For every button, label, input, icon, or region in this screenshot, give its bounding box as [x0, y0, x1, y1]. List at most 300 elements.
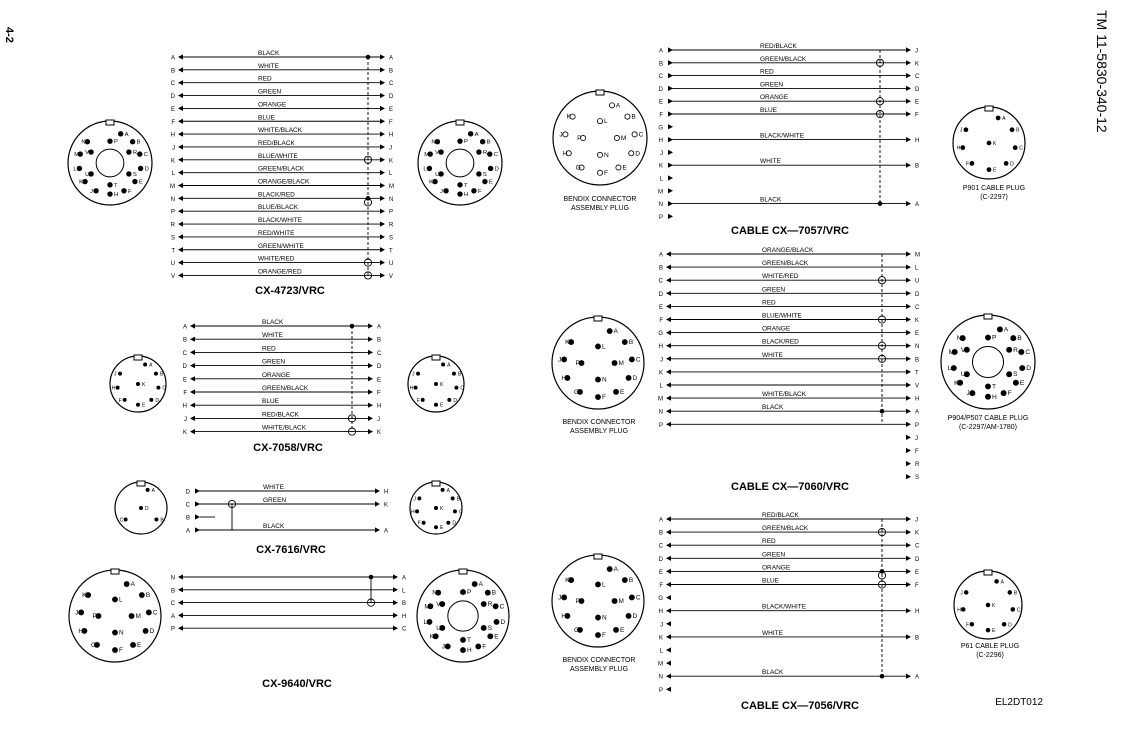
connector-pin-label: B — [159, 371, 164, 378]
connector-pin-label: D — [149, 627, 155, 635]
left-terminal-arrow — [666, 556, 671, 561]
connector-pin-label: L — [604, 118, 608, 126]
left-terminal-arrow — [666, 530, 671, 535]
wire-color-label: BLACK — [258, 50, 280, 57]
left-terminal-arrow — [666, 278, 671, 283]
connector-pin — [622, 340, 627, 345]
connector-pin-label: N — [604, 151, 609, 159]
connector-pin-label: E — [620, 626, 625, 634]
wire-color-label: BLACK/WHITE — [762, 603, 807, 611]
pin-label-right: U — [915, 278, 920, 285]
cable-cx7057 — [658, 43, 920, 237]
connector-pin-label: E — [620, 388, 625, 396]
p904-plug-caption — [948, 415, 1029, 431]
left-terminal-arrow — [178, 587, 183, 592]
connector-pin-label: H — [561, 612, 567, 620]
connector-face-cx9640-left — [69, 569, 161, 662]
pin-label-right: J — [915, 517, 918, 524]
connector-pin-label: A — [1003, 326, 1009, 334]
connector-pin — [453, 510, 456, 513]
connector-pin — [985, 384, 990, 389]
pin-label-right: D — [915, 86, 920, 93]
connector-pin-label: A — [613, 566, 618, 574]
connector-pin-label: R — [482, 150, 488, 157]
figure-code: EL2DT012 — [995, 697, 1043, 708]
pin-label-right: L — [402, 588, 406, 595]
pin-label-right: A — [915, 674, 920, 681]
connector-pin-label: E — [440, 525, 444, 532]
connector-pin-label: G — [90, 641, 96, 649]
pin-label-left: N — [658, 674, 663, 681]
svg-text:P904/P507 CABLE PLUG: P904/P507 CABLE PLUG — [947, 415, 1029, 422]
pin-label-left: T — [171, 248, 175, 255]
wire-color-label: GREEN/BLACK — [762, 525, 809, 533]
wire-color-label: GREEN — [762, 286, 786, 294]
left-terminal-arrow — [190, 389, 195, 394]
connector-keyway — [985, 106, 993, 111]
left-terminal-arrow — [178, 132, 183, 137]
connector-pin — [127, 150, 132, 155]
connector-keyway — [111, 569, 119, 574]
right-terminal-arrow — [380, 170, 385, 175]
connector-pin-label: N — [119, 629, 124, 637]
pin-label-left: B — [182, 337, 187, 344]
connector-pin-label: B — [1016, 127, 1020, 134]
connector-pin — [435, 139, 440, 144]
pin-label-right: C — [915, 74, 920, 81]
pin-label-left: E — [170, 106, 175, 113]
connector-pin-label: H — [111, 385, 116, 392]
pin-label-left: L — [659, 176, 663, 183]
right-terminal-arrow — [906, 674, 911, 679]
right-terminal-arrow — [393, 574, 398, 579]
pin-label-left: H — [170, 132, 175, 139]
pin-label-left: D — [658, 86, 663, 93]
connector-pin — [1013, 146, 1017, 150]
connector-pin-label: B — [486, 139, 491, 146]
connector-pin-label: B — [631, 113, 636, 121]
right-terminal-arrow — [393, 613, 398, 618]
connector-pin-label: E — [138, 179, 143, 186]
connector-pin-label: B — [628, 339, 634, 347]
pin-label-left: N — [170, 575, 175, 582]
connector-pin-label: D — [632, 374, 638, 382]
connector-pin — [138, 166, 143, 171]
pin-label-right: E — [915, 331, 920, 338]
pin-label-left: C — [182, 350, 187, 357]
connector-pin — [472, 581, 477, 586]
connector-pin — [632, 132, 637, 137]
connector-face-cx4723-right — [418, 120, 502, 205]
connector-pin-label: T — [467, 636, 471, 644]
pin-label-right: K — [915, 318, 920, 324]
pin-label-left: C — [185, 502, 190, 509]
pin-label-right: P — [915, 422, 920, 429]
wire-color-label: WHITE — [263, 484, 284, 491]
connector-pin-label: J — [440, 188, 443, 195]
connector-pin — [595, 615, 600, 620]
pin-label-right: B — [402, 601, 407, 608]
connector-pin — [609, 103, 614, 108]
pin-label-left: H — [658, 138, 663, 145]
connector-pin-label: S — [132, 171, 137, 178]
right-terminal-arrow — [906, 99, 911, 104]
pin-label-left: C — [658, 74, 663, 81]
left-terminal-arrow — [178, 626, 183, 631]
connector-pin — [970, 390, 975, 395]
connector-pin-label: C — [460, 385, 465, 392]
pin-label-left: D — [170, 94, 175, 101]
pin-label-right: E — [389, 106, 394, 113]
pin-label-right: A — [377, 324, 382, 331]
connector-pin-label: L — [423, 618, 428, 626]
pin-label-right: D — [377, 364, 382, 371]
left-terminal-arrow — [666, 265, 671, 270]
svg-text:(C-2297): (C-2297) — [980, 194, 1008, 201]
connector-pin-label: E — [142, 402, 146, 409]
pin-label-right: E — [915, 99, 920, 106]
connector-pin-label: F — [127, 188, 132, 195]
connector-pin-label: M — [948, 349, 955, 357]
wire-color-label: BLUE/WHITE — [762, 312, 802, 320]
connector-pin-label: F — [118, 397, 122, 404]
pin-label-left: K — [658, 370, 663, 377]
svg-text:ASSEMBLY PLUG: ASSEMBLY PLUG — [569, 428, 629, 435]
connector-pin-label: E — [494, 633, 499, 641]
connector-pin — [439, 150, 444, 155]
connector-pin-label: H — [78, 627, 84, 635]
connector-pin — [481, 625, 486, 630]
connector-pin — [612, 360, 617, 365]
right-terminal-arrow — [906, 343, 911, 348]
pin-label-right: C — [377, 350, 382, 357]
connector-pin-label: D — [632, 612, 638, 620]
page-number: 4-2 — [3, 27, 15, 43]
connector-pin-label: P — [992, 334, 997, 342]
connector-pin — [146, 488, 149, 491]
wire-color-label: BLACK/RED — [258, 191, 295, 199]
connector-pin-label: E — [992, 628, 996, 635]
connector-keyway — [134, 355, 142, 360]
connector-pin — [108, 192, 113, 197]
connector-pin — [127, 172, 132, 177]
connector-pin — [447, 521, 450, 524]
cable-title: CX-4723/VRC — [255, 285, 325, 297]
connector-pin-label: N — [431, 139, 436, 146]
connector-pin-label: J — [441, 643, 445, 651]
wire-color-label: RED/BLACK — [258, 139, 295, 147]
pin-label-right: D — [915, 291, 920, 298]
connector-pin-label: C — [1025, 349, 1031, 357]
wire-color-label: RED/BLACK — [760, 43, 797, 50]
right-terminal-arrow — [906, 60, 911, 65]
left-terminal-arrow — [190, 363, 195, 368]
connector-pin-label: S — [482, 171, 487, 178]
connector-pin-label: A — [446, 487, 450, 494]
connector-keyway — [984, 314, 992, 319]
pin-label-right: B — [389, 68, 394, 75]
connector-pin — [629, 357, 634, 362]
right-terminal-arrow — [380, 234, 385, 239]
wire-color-label: WHITE/RED — [258, 255, 295, 263]
connector-pin — [434, 506, 437, 509]
wire-color-label: GREEN — [262, 358, 286, 366]
pin-label-right: A — [915, 409, 920, 416]
connector-pin-label: J — [412, 371, 415, 378]
connector-pin-label: K — [565, 577, 570, 585]
connector-pin — [94, 188, 99, 193]
wire-color-label: BLACK — [760, 196, 782, 204]
connector-pin — [488, 634, 493, 639]
connector-pin — [970, 161, 974, 165]
pin-label-left: F — [659, 318, 663, 324]
connector-pin — [1010, 128, 1014, 132]
pin-label-left: K — [658, 635, 663, 642]
connector-pin — [488, 166, 493, 171]
left-terminal-arrow — [666, 304, 671, 309]
pin-label-right: L — [389, 171, 393, 178]
pin-label-left: D — [185, 489, 190, 496]
left-terminal-arrow — [178, 93, 183, 98]
pin-label-right: U — [389, 261, 394, 268]
wire-color-label: ORANGE/BLACK — [762, 247, 814, 254]
connector-pin — [418, 497, 421, 500]
right-terminal-arrow — [393, 600, 398, 605]
connector-pin — [477, 172, 482, 177]
connector-pin — [629, 595, 634, 600]
wire-color-label: GREEN — [762, 551, 786, 559]
pin-label-right: B — [915, 357, 920, 364]
pin-label-left: S — [170, 235, 175, 242]
connector-pin-label: C — [458, 509, 463, 516]
pin-label-right: P — [389, 209, 394, 216]
pin-label-left: A — [658, 48, 663, 55]
connector-pin — [483, 179, 488, 184]
connector-pin-label: C — [162, 385, 167, 392]
connector-pin — [985, 335, 990, 340]
connector-pin-label: D — [452, 520, 456, 527]
right-terminal-arrow — [375, 488, 380, 493]
pin-label-left: F — [659, 112, 663, 119]
connector-pin — [123, 398, 126, 401]
left-terminal-arrow — [666, 251, 671, 256]
pin-label-right: R — [389, 222, 394, 229]
wire-color-label: ORANGE — [762, 564, 791, 572]
right-terminal-arrow — [906, 422, 911, 427]
connector-pin — [136, 382, 139, 385]
wire-color-label: RED — [760, 68, 774, 76]
left-terminal-arrow — [666, 634, 671, 639]
wire-color-label: GREEN — [760, 81, 784, 89]
connector-pin-label: G — [573, 388, 579, 396]
cable-cx9640 — [171, 574, 407, 690]
pin-label-right: E — [915, 569, 920, 576]
left-terminal-arrow — [666, 582, 671, 587]
pin-label-left: D — [658, 291, 663, 298]
pin-label-right: H — [915, 138, 920, 145]
connector-pin — [137, 152, 142, 157]
connector-pin-label: K — [992, 603, 996, 609]
connector-pin — [448, 398, 451, 401]
pin-label-left: B — [170, 588, 175, 595]
pin-label-left: C — [658, 278, 663, 285]
connector-face-cx7616-right — [410, 481, 463, 534]
connector-pin-label: U — [85, 171, 90, 178]
connector-pin-label: E — [440, 402, 444, 409]
connector-pin — [433, 179, 438, 184]
pin-label-right: B — [915, 163, 920, 170]
right-terminal-arrow — [906, 530, 911, 535]
connector-pin-label: P — [577, 135, 582, 142]
pin-label-left: P — [658, 422, 663, 429]
connector-pin-label: F — [477, 188, 482, 195]
bendix-plug-caption-3 — [563, 657, 636, 673]
connector-pin — [112, 630, 117, 635]
right-terminal-arrow — [906, 278, 911, 283]
connector-pin-label: A — [149, 362, 153, 369]
connector-keyway — [594, 554, 602, 559]
connector-pin — [422, 521, 425, 524]
wire-color-label: WHITE/BLACK — [262, 424, 307, 432]
connector-pin-label: A — [1000, 579, 1004, 586]
svg-text:BENDIX CONNECTOR: BENDIX CONNECTOR — [562, 419, 636, 426]
connector-pin — [614, 135, 619, 140]
connector-pin-label: L — [73, 166, 77, 173]
left-terminal-arrow — [178, 119, 183, 124]
pin-label-left: B — [185, 515, 190, 522]
connector-pin-label: B — [456, 496, 461, 503]
right-terminal-arrow — [906, 251, 911, 256]
wire-color-label: WHITE — [762, 351, 783, 359]
connector-pin-label: J — [558, 594, 562, 602]
pin-label-left: P — [170, 626, 175, 633]
right-terminal-arrow — [393, 587, 398, 592]
right-terminal-arrow — [906, 569, 911, 574]
pin-label-left: N — [658, 409, 663, 416]
connector-pin — [458, 139, 463, 144]
left-terminal-arrow — [666, 661, 671, 666]
connector-pin-label: L — [119, 596, 123, 604]
connector-pin-label: C — [635, 356, 641, 364]
connector-pin-label: M — [618, 360, 624, 367]
connector-pin-label: M — [620, 135, 627, 142]
left-terminal-arrow — [178, 600, 183, 605]
wire-color-label: GREEN/BLACK — [760, 55, 807, 63]
connector-pin — [133, 179, 138, 184]
pin-label-left: F — [171, 119, 175, 126]
pin-label-left: N — [170, 196, 175, 203]
connector-pin-label: C — [635, 594, 641, 602]
connector-keyway — [137, 481, 145, 486]
pin-label-left: M — [658, 396, 663, 403]
connector-pin — [83, 179, 88, 184]
pin-label-left: N — [658, 202, 663, 209]
connector-pin-label: F — [965, 622, 969, 629]
connector-center-hub — [96, 149, 124, 177]
right-terminal-arrow — [380, 157, 385, 162]
cable-cx7056 — [658, 512, 920, 712]
pin-label-left: A — [185, 528, 190, 535]
wiring-layer — [170, 43, 920, 712]
pin-label-left: A — [170, 55, 175, 62]
connector-pin — [987, 141, 991, 145]
right-terminal-arrow — [906, 137, 911, 142]
connector-pin-label: H — [561, 374, 567, 382]
left-terminal-arrow — [666, 330, 671, 335]
left-terminal-arrow — [178, 273, 183, 278]
left-terminal-arrow — [178, 144, 183, 149]
connector-pin-label: K — [954, 379, 959, 387]
connector-pin — [150, 398, 153, 401]
pin-label-left: M — [658, 661, 663, 668]
connector-pin — [415, 510, 418, 513]
pin-label-left: J — [660, 622, 663, 629]
connector-pin-label: F — [416, 397, 420, 404]
left-terminal-arrow — [178, 106, 183, 111]
pin-label-left: E — [658, 304, 663, 311]
wire-color-label: BLUE — [762, 577, 779, 585]
pin-label-left: P — [170, 209, 175, 216]
connector-face-cx9640-right — [417, 569, 509, 662]
right-terminal-arrow — [380, 221, 385, 226]
left-terminal-arrow — [190, 350, 195, 355]
connector-pin-label: J — [559, 131, 563, 139]
right-terminal-arrow — [368, 389, 373, 394]
connector-pin-label: J — [90, 188, 93, 195]
pin-label-left: B — [658, 530, 663, 537]
connector-pin — [964, 128, 968, 132]
connector-keyway — [984, 570, 992, 575]
pin-label-right: H — [915, 609, 920, 616]
connector-keyway — [594, 316, 602, 321]
right-terminal-arrow — [906, 396, 911, 401]
connector-pin — [157, 386, 160, 389]
wire-color-label: BLACK — [762, 404, 784, 412]
left-terminal-arrow — [178, 260, 183, 265]
wire-color-label: RED/BLACK — [762, 512, 799, 519]
connector-pin — [1001, 390, 1006, 395]
connector-pin-label: J — [413, 496, 416, 503]
connector-pin — [455, 386, 458, 389]
pin-label-left: K — [182, 430, 187, 437]
connector-pin — [136, 403, 139, 406]
connector-pin — [108, 139, 113, 144]
bendix-plug-caption-1 — [564, 196, 637, 212]
connector-pin — [951, 365, 956, 370]
right-terminal-arrow — [906, 409, 911, 414]
pin-label-right: A — [384, 528, 389, 535]
connector-pin-label: H — [957, 607, 961, 614]
wire-color-label: WHITE — [760, 158, 781, 166]
pin-label-right: C — [915, 304, 920, 311]
connector-pin-label: H — [464, 192, 469, 199]
wire-color-label: BLACK/WHITE — [760, 132, 805, 140]
connector-pin — [961, 608, 965, 612]
cable-title: CX-7616/VRC — [256, 544, 326, 556]
connector-pin — [476, 644, 481, 649]
connector-pin-label: D — [500, 618, 506, 626]
right-terminal-arrow — [380, 67, 385, 72]
connector-faces — [68, 90, 1035, 662]
wire-color-label: GREEN — [263, 497, 287, 504]
connector-pin — [1007, 372, 1012, 377]
connector-pin-label: H — [467, 647, 472, 655]
svg-text:ASSEMBLY PLUG: ASSEMBLY PLUG — [570, 205, 630, 212]
connector-pin-label: B — [1013, 590, 1018, 597]
connector-pin-label: D — [635, 150, 641, 158]
right-terminal-arrow — [906, 474, 911, 479]
connector-pin-label: T — [992, 383, 997, 391]
